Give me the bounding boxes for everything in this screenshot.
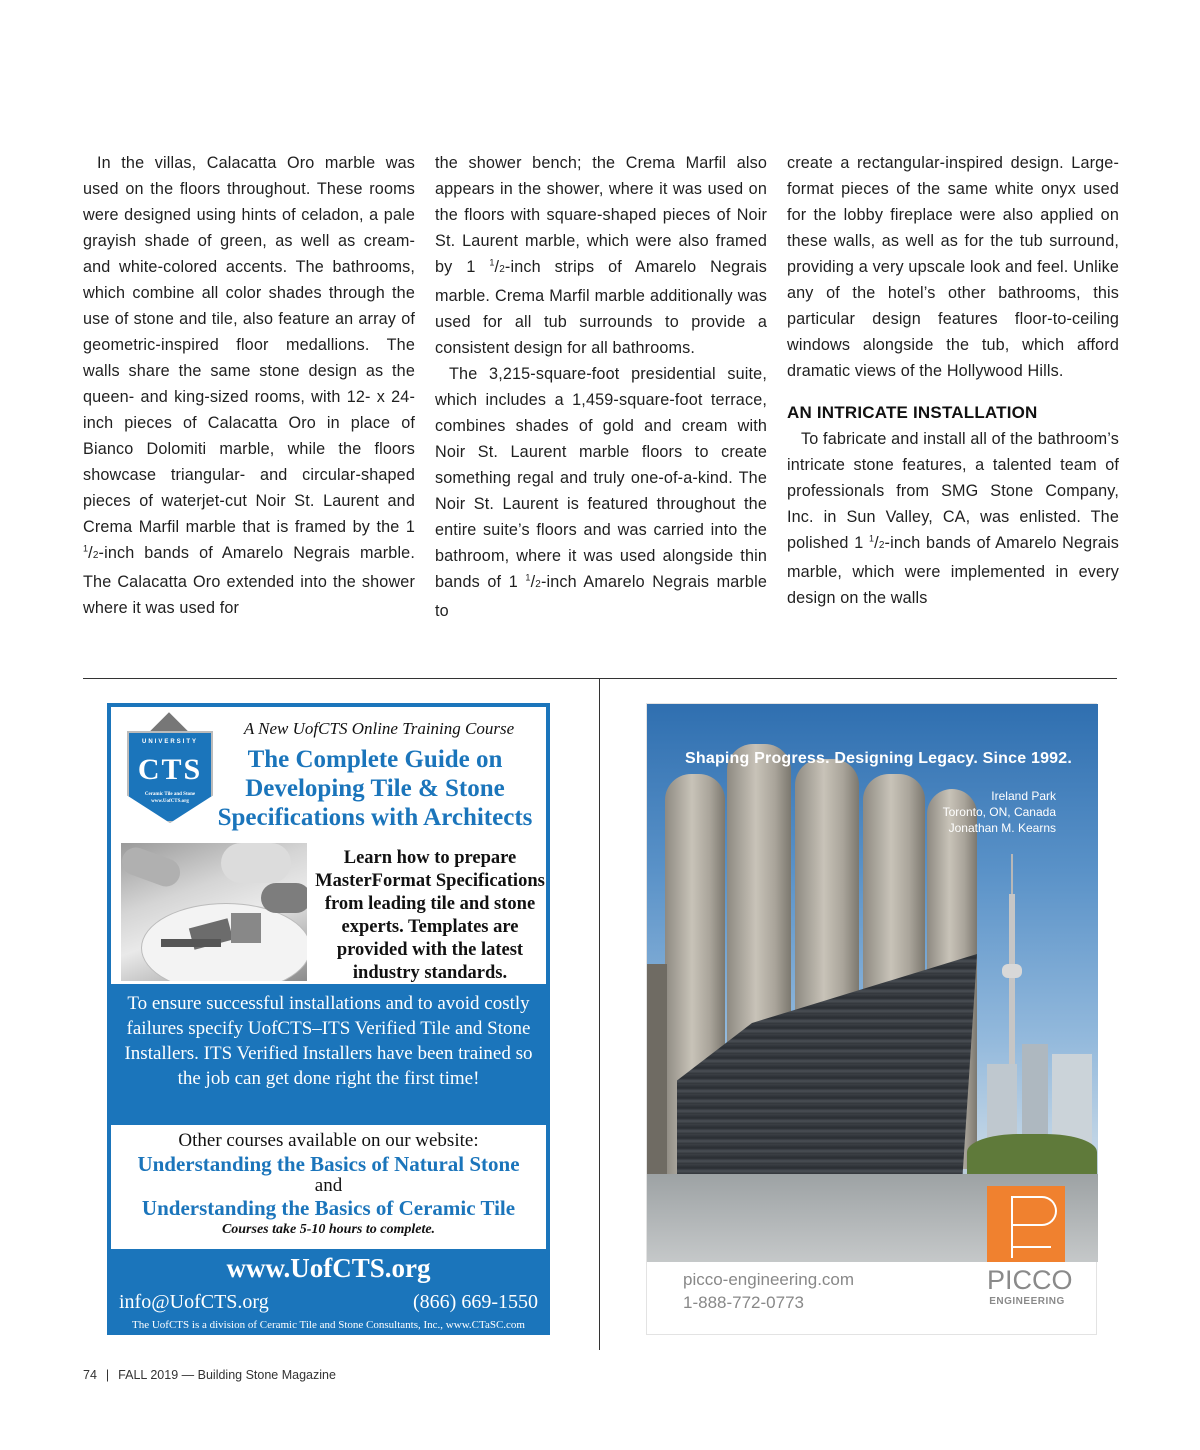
logo-cts-text: CTS [137, 753, 203, 786]
magazine-name: — Building Stone Magazine [181, 1368, 336, 1382]
cn-tower-pod [1002, 964, 1022, 978]
logo-subtext [125, 791, 215, 805]
uofcts-logo [125, 717, 215, 827]
horizontal-divider [83, 678, 1117, 679]
page-footer [83, 1368, 336, 1382]
other-courses-box [111, 1125, 546, 1249]
other-courses-label: Other courses available on our website: [178, 1130, 479, 1151]
tile-sample [231, 913, 261, 943]
page-number: 74 [83, 1368, 97, 1382]
article-column-2 [435, 150, 767, 624]
picco-brand-name: PICCO [987, 1265, 1073, 1295]
arm-shape [261, 883, 307, 913]
picco-website-link[interactable]: picco-engineering.com [683, 1270, 855, 1289]
division-note: The UofCTS is a division of Ceramic Tile and Stone Consultants, Inc., www.CTaSC.com [132, 1319, 525, 1331]
picco-tagline: Shaping Progress. Designing Legacy. Since 1992. [685, 750, 1073, 767]
article-paragraph: the shower bench; the Crema Marfil also appears in the shower, where it was used on the floors with square-shaped pieces of Noir St. Laurent marble, which were also framed by 1 $^1$/2-inch strips of Amarelo Negrais marble. Crema Marfil marble additionally was used for all tub surrounds to provide a consistent design for all bathrooms. [435, 154, 767, 357]
section-heading: AN INTRICATE INSTALLATION [787, 403, 1038, 422]
installer-message: To ensure successful installations and to avoid costly failures specify UofCTS–ITS Verified Tile and Stone Installers. ITS Verified Installers have been trained so the job can get done right the first time! [124, 993, 533, 1089]
article-paragraph: To fabricate and install all of the bathroom’s intricate stone features, a talented team of professionals from SMG Stone Company, Inc. in Sun Valley, CA, was enlisted. The polished 1 $^1$/2-inch bands of Amarelo Negrais marble, which were implemented in every design on the walls [787, 430, 1119, 607]
fraction: 1 $^1$/2 [83, 518, 415, 562]
picco-logo-icon [987, 1186, 1065, 1262]
uofcts-ad[interactable] [107, 703, 550, 1335]
logo-sub-line: Ceramic Tile and Stone [144, 792, 196, 797]
trees-shape [967, 1134, 1097, 1179]
credit-line: Toronto, ON, Canada [942, 805, 1056, 819]
fraction: 1 $^1$/2 [854, 533, 885, 552]
phone-number[interactable]: (866) 669-1550 [413, 1291, 538, 1313]
article-paragraph: In the villas, Calacatta Oro marble was used on the floors throughout. These rooms were designed using hints of celadon, a pale grayish shade of green, as well as cream- and white-colored accents. The bathrooms, which combine all color shades through the use of stone and tile, also feature an array of geometric-inspired floor medallions. The walls share the same stone design as the queen- and king-sized rooms, with 12- x 24-inch pieces of Calacatta Oro in place of Bianco Dolomiti marble, while the floors showcase triangular- and circular-shaped pieces of waterjet-cut Noir St. Laurent and Crema Marfil marble that is framed by the 1 $^1$/2-inch bands of Amarelo Negrais marble. The Calacatta Oro extended into the shower where it was used for [83, 154, 415, 617]
course-link-natural-stone[interactable]: Understanding the Basics of Natural Stone [137, 1152, 520, 1176]
credit-line: Jonathan M. Kearns [948, 821, 1056, 835]
course-description: Learn how to prepare MasterFormat Specifications from leading tile and stone experts. Templates are provided with the latest industry standards. [315, 848, 545, 983]
course-duration: Courses take 5-10 hours to complete. [221, 1222, 436, 1237]
issue-label: FALL 2019 [118, 1368, 179, 1382]
tile-sample [161, 939, 221, 947]
picco-brand-subtitle: ENGINEERING [989, 1296, 1065, 1307]
course-kicker: A New UofCTS Online Training Course [243, 719, 515, 738]
course-photo [121, 843, 307, 981]
website-link[interactable]: www.UofCTS.org [226, 1253, 431, 1283]
footer-divider: | [105, 1368, 110, 1382]
article-column-1 [83, 150, 415, 621]
cn-tower-spire [1011, 854, 1013, 899]
photo-credit [856, 788, 1056, 836]
logo-university-text: UNIVERSITY [141, 739, 198, 745]
email-link[interactable]: info@UofCTS.org [119, 1291, 269, 1313]
picco-ad[interactable] [646, 703, 1097, 1335]
arm-shape [121, 844, 184, 891]
picco-phone-number[interactable]: 1-888-772-0773 [683, 1293, 804, 1312]
article-column-3 [787, 150, 1119, 611]
fraction: 1 $^1$/2 [466, 257, 505, 276]
fraction: 1 $^1$/2 [508, 572, 541, 591]
vertical-divider [599, 678, 600, 1350]
credit-line: Ireland Park [991, 789, 1056, 803]
ad-header-box [111, 707, 546, 984]
silo-shadow [647, 964, 667, 1194]
course-title: The Complete Guide on Developing Tile & Stone Specifications with Architects [217, 746, 533, 831]
logo-sub-line: www.UofCTS.org [151, 799, 189, 804]
course-link-ceramic-tile[interactable]: Understanding the Basics of Ceramic Tile [141, 1196, 516, 1220]
and-label: and [314, 1175, 343, 1196]
article-paragraph: The 3,215-square-foot presidential suite, which includes a 1,459-square-foot terrace, combines shades of gold and cream with Noir St. Laurent marble floors to create something regal and truly one-of-a-kind. The Noir St. Laurent is featured throughout the entire suite’s floors and was carried into the bathroom, where it was used alongside thin bands of 1 $^1$/2-inch Amarelo Negrais marble to [435, 365, 767, 620]
article-paragraph: create a rectangular-inspired design. Large-format pieces of the same white onyx used for the lobby fireplace were also applied on these walls, as well as for the tub surround, providing a very upscale look and feel. Unlike any of the hotel’s other bathrooms, this particular design features floor-to-ceiling windows alongside the tub, which afford dramatic views of the Hollywood Hills. [787, 154, 1119, 380]
arm-shape [221, 843, 291, 883]
